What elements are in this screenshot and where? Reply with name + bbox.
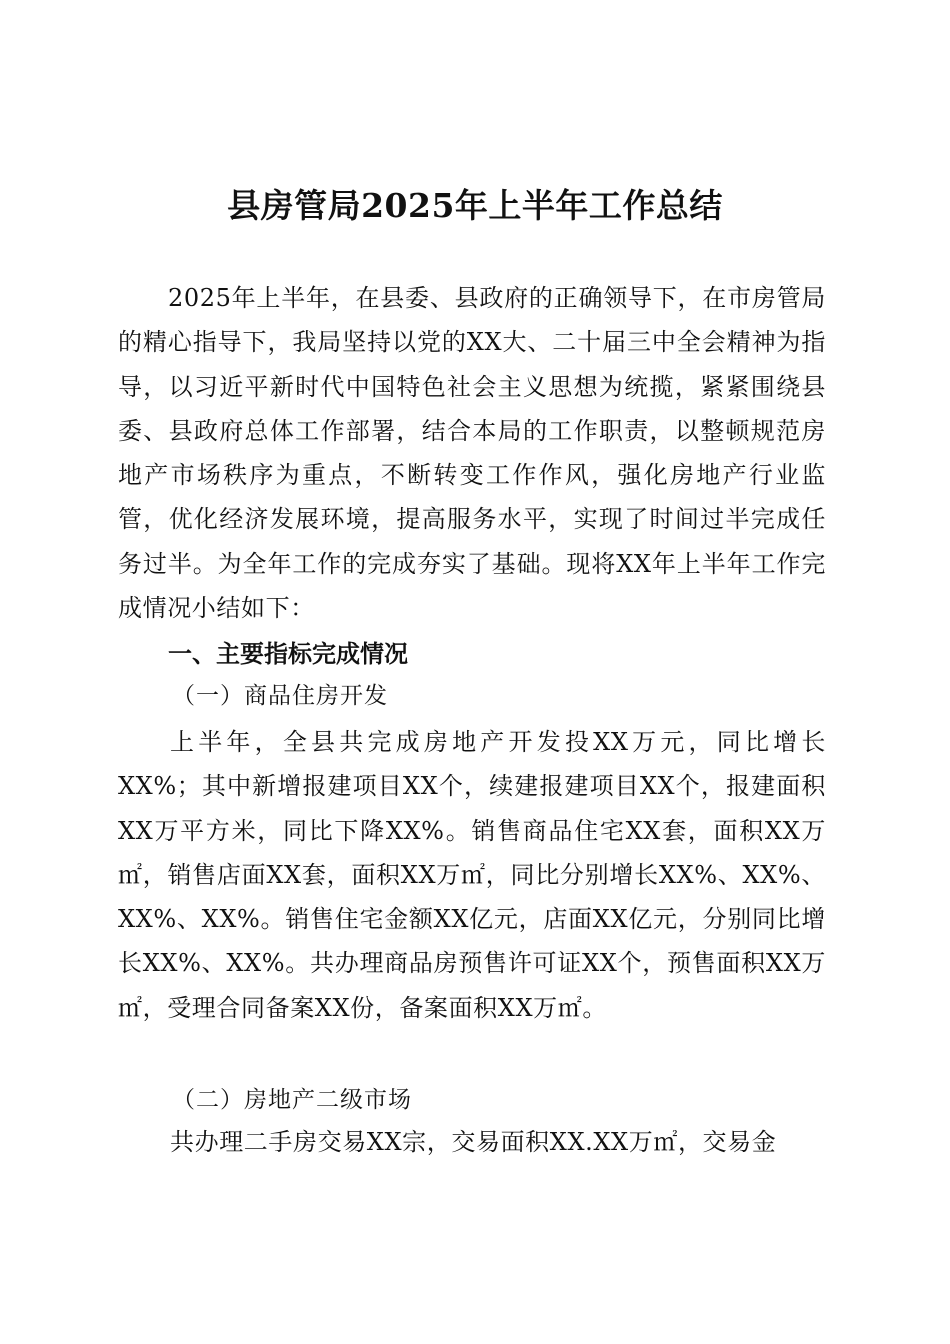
intro-paragraph: 2025年上半年，在县委、县政府的正确领导下，在市房管局的精心指导下，我局坚持以党的XX大、二十届三中全会精神为指导，以习近平新时代中国特色社会主义思想为统揽，紧紧围绕县委、县政府总体工作部署，结合本局的工作职责，以整顿规范房地产市场秩序为重点，不断转变工作作风，强化房地产行业监管，优化经济发展环境，提高服务水平，实现了时间过半完成任务过半。为全年工作的完成夯实了基础。现将XX年上半年工作完成情况小结如下： bbox=[118, 284, 826, 623]
subsection-heading-secondary-market: （二）房地产二级市场 bbox=[172, 1087, 412, 1113]
subsection-heading-housing: （一）商品住房开发 bbox=[172, 683, 388, 709]
housing-paragraph: 上半年，全县共完成房地产开发投XX万元，同比增长XX%；其中新增报建项目XX个，续建报建项目XX个，报建面积XX万平方米，同比下降XX%。销售商品住宅XX套，面积XX万㎡，销售店面XX套，面积XX万㎡，同比分别增长XX%、XX%、XX%、XX%。销售住宅金额XX亿元，店面XX亿元，分别同比增长XX%、XX%。共办理商品房预售许可证XX个，预售面积XX万㎡，受理合同备案XX份，备案面积XX万㎡。 bbox=[118, 728, 826, 1022]
secondary-market-paragraph: 共办理二手房交易XX宗，交易面积XX.XX万㎡，交易金 bbox=[170, 1128, 777, 1156]
section-heading: 一、主要指标完成情况 bbox=[168, 640, 408, 668]
document-title: 县房管局2025年上半年工作总结 bbox=[227, 186, 723, 225]
